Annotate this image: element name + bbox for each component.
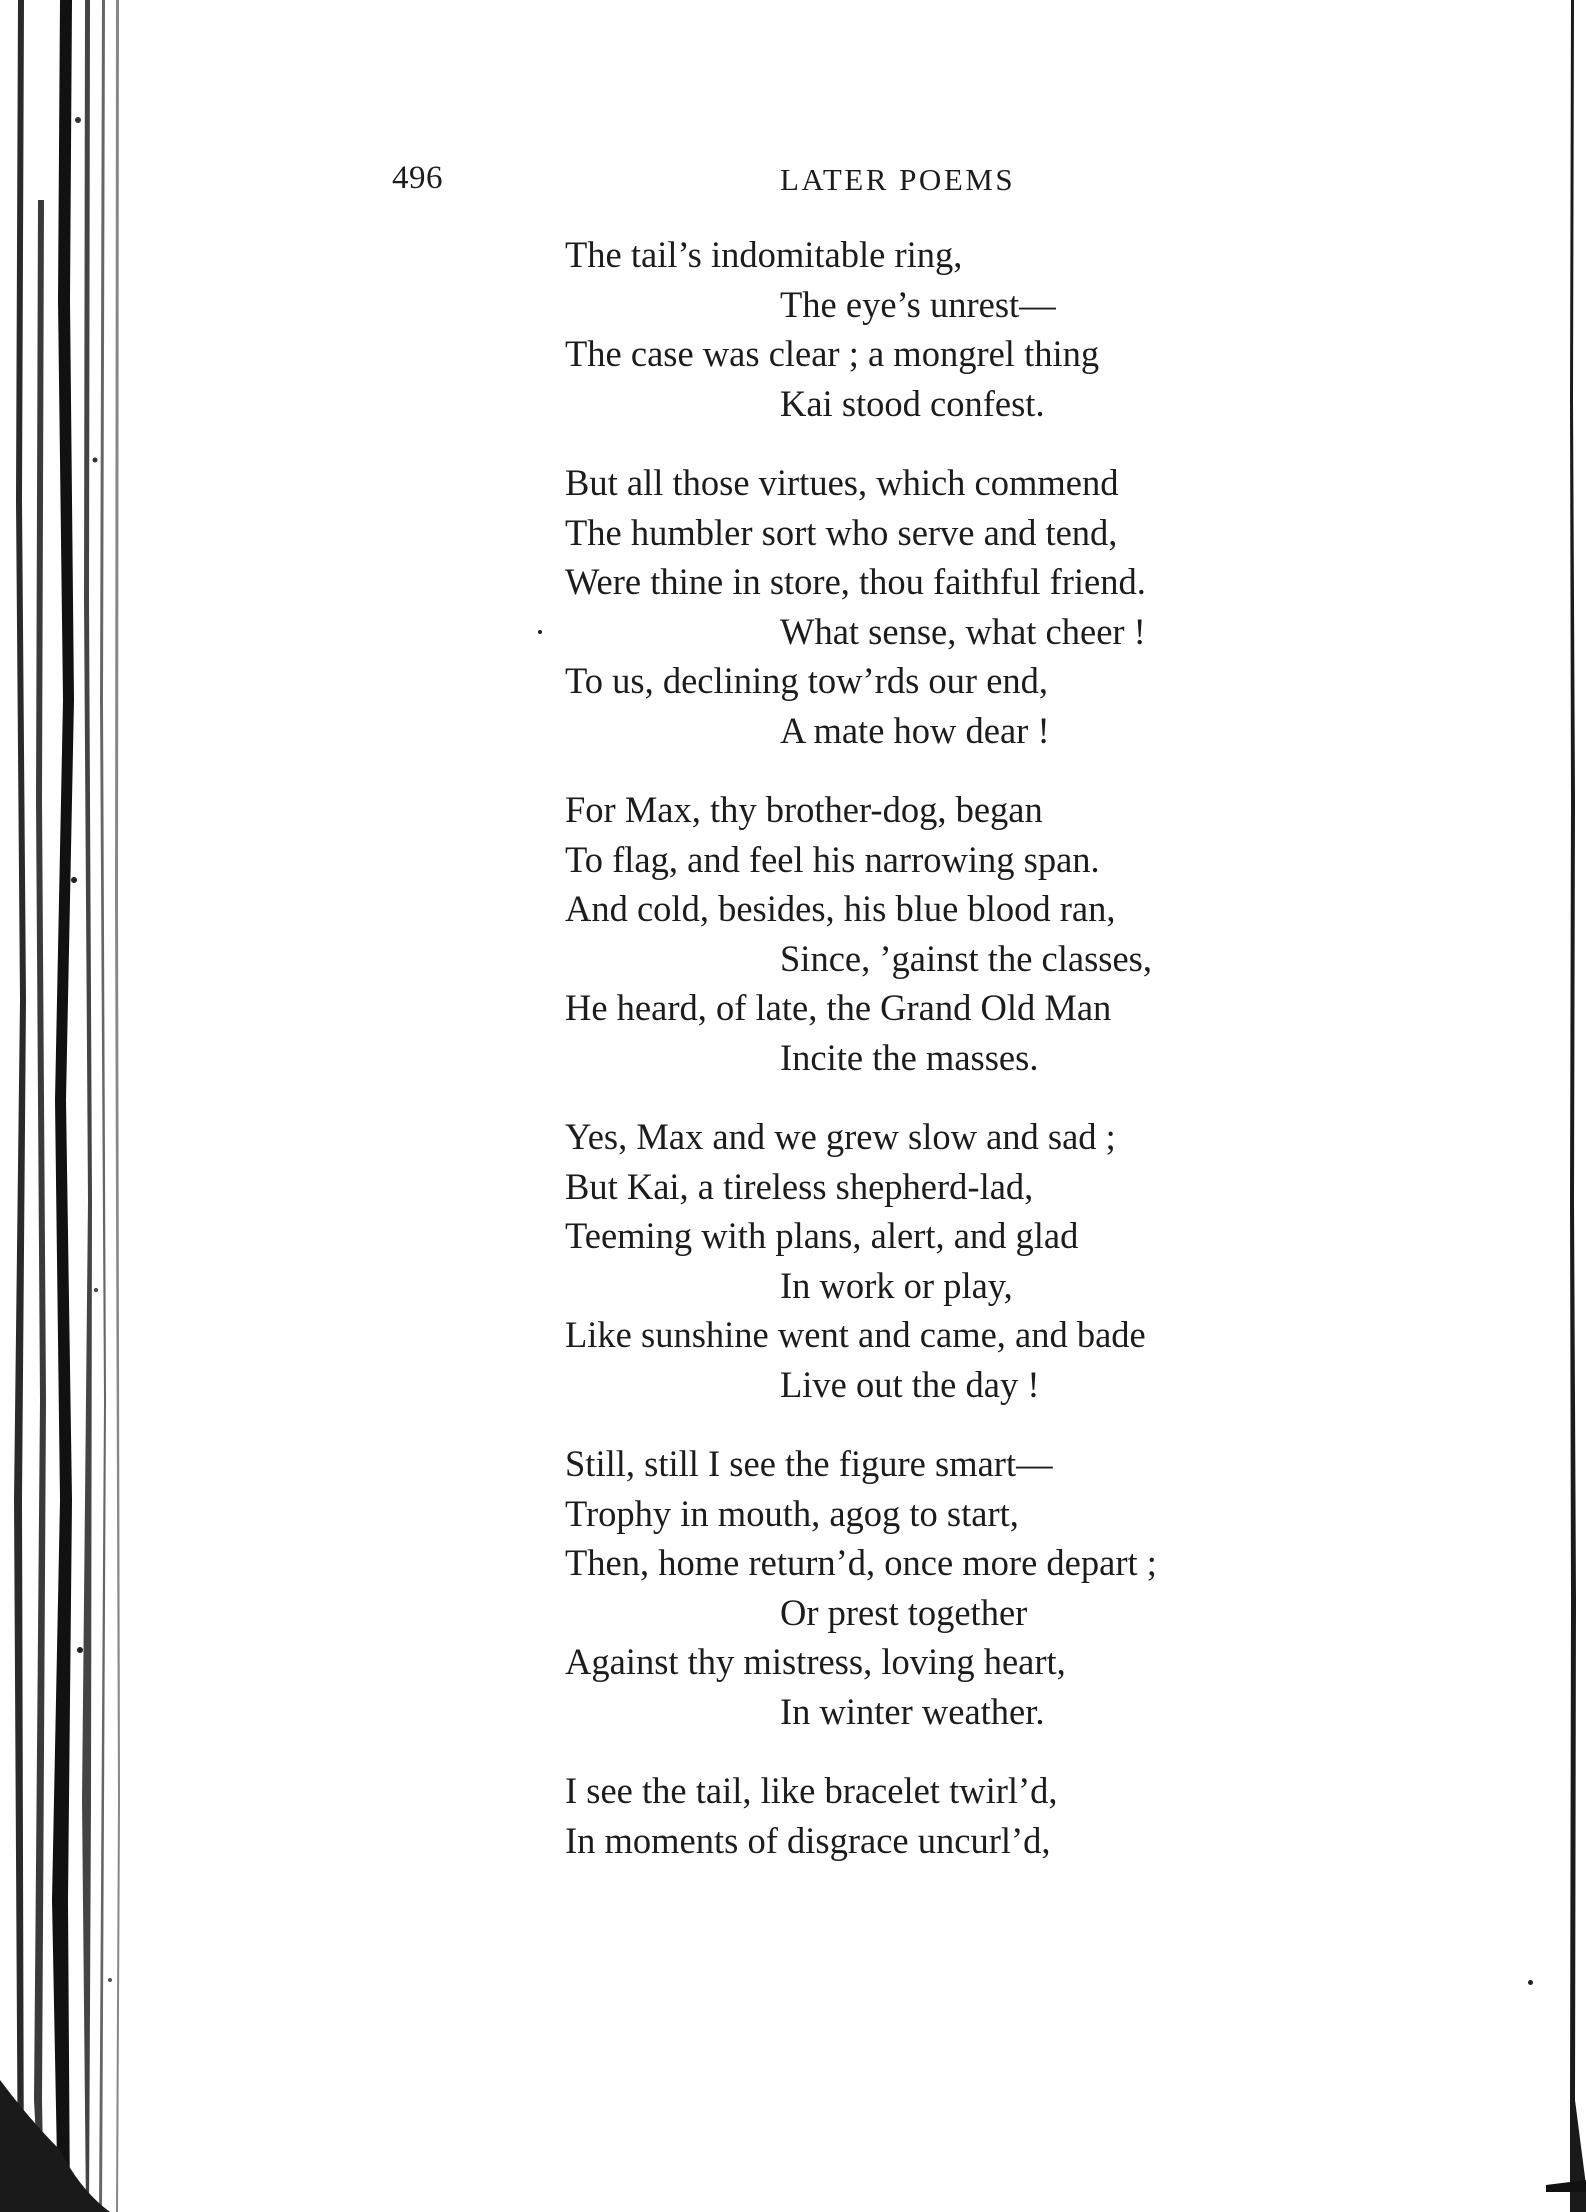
poem-line: The eye’s unrest— xyxy=(780,283,1056,325)
running-head: LATER POEMS xyxy=(780,162,1016,197)
stanza xyxy=(565,1766,1365,1865)
poem-line: What sense, what cheer ! xyxy=(780,610,1146,652)
poem-line: The tail’s indomitable ring, xyxy=(565,234,963,275)
poem-line: Like sunshine went and came, and bade xyxy=(565,1314,1146,1355)
ink-speck xyxy=(538,630,542,634)
poem-body xyxy=(565,230,1365,1895)
poem-line: The humbler sort who serve and tend, xyxy=(565,511,1118,553)
page-header xyxy=(0,160,1586,210)
ink-speck xyxy=(1528,1980,1533,1985)
poem-line: In moments of disgrace uncurl’d, xyxy=(565,1819,1051,1861)
book-binding-edge xyxy=(0,0,135,2212)
poem-line: A mate how dear ! xyxy=(780,709,1050,751)
stanza xyxy=(565,1439,1365,1736)
poem-line: To flag, and feel his narrowing span. xyxy=(565,838,1100,880)
poem-line: Since, ’gainst the classes, xyxy=(780,937,1153,979)
poem-line: But Kai, a tireless shepherd-lad, xyxy=(565,1165,1034,1207)
poem-line: Yes, Max and we grew slow and sad ; xyxy=(565,1116,1116,1157)
poem-line: To us, declining tow’rds our end, xyxy=(565,660,1049,701)
poem-line: Then, home return’d, once more depart ; xyxy=(565,1542,1157,1583)
poem-line: Against thy mistress, loving heart, xyxy=(565,1641,1066,1682)
poem-line: Were thine in store, thou faithful friend. xyxy=(565,561,1146,602)
poem-line: Teeming with plans, alert, and glad xyxy=(565,1215,1079,1256)
stanza xyxy=(565,230,1365,428)
poem-line: He heard, of late, the Grand Old Man xyxy=(565,987,1112,1028)
poem-line: For Max, thy brother-dog, began xyxy=(565,789,1043,830)
poem-line: The case was clear ; a mongrel thing xyxy=(565,333,1100,374)
stanza xyxy=(565,1112,1365,1409)
stanza xyxy=(565,785,1365,1082)
stanza xyxy=(565,458,1365,755)
poem-line: Live out the day ! xyxy=(780,1363,1040,1405)
poem-line: I see the tail, like bracelet twirl’d, xyxy=(565,1770,1058,1811)
poem-line: Incite the masses. xyxy=(780,1036,1039,1078)
poem-line: Kai stood confest. xyxy=(780,382,1045,424)
poem-line: In work or play, xyxy=(780,1264,1013,1306)
page-right-edge xyxy=(1546,0,1586,2212)
poem-line: Trophy in mouth, agog to start, xyxy=(565,1492,1019,1534)
poem-line: Still, still I see the figure smart— xyxy=(565,1443,1053,1484)
poem-line: Or prest together xyxy=(780,1591,1028,1633)
poem-line: And cold, besides, his blue blood ran, xyxy=(565,888,1116,929)
poem-line: In winter weather. xyxy=(780,1690,1045,1732)
page-number: 496 xyxy=(392,160,443,196)
poem-line: But all those virtues, which commend xyxy=(565,462,1119,503)
